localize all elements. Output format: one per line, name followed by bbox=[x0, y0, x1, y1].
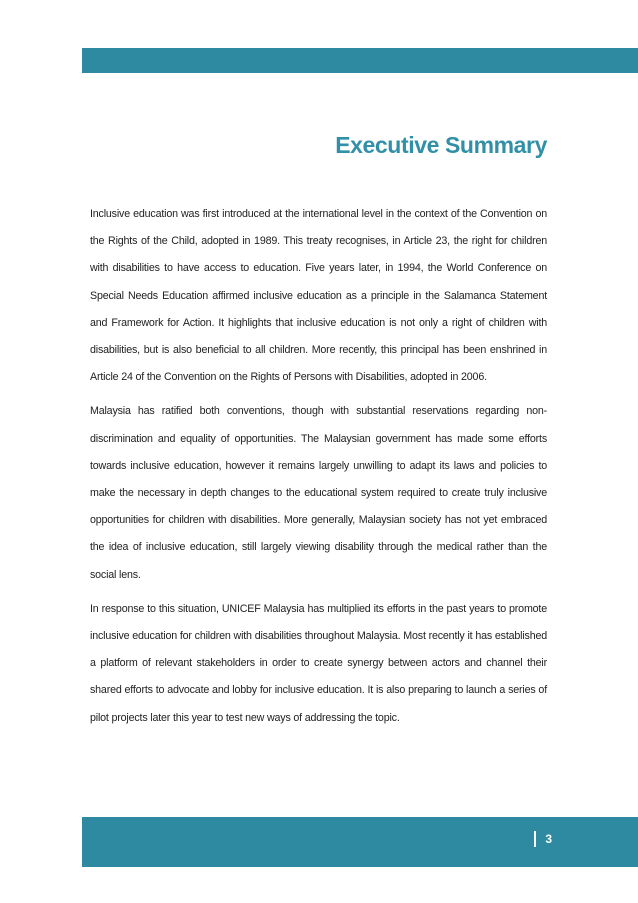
paragraph-3: In response to this situation, UNICEF Malaysia has multiplied its efforts in the past years to promote inclusive education for children with disabilities throughout Malaysia. Most recently it has established a platform of relevant stakeholders in order to create synergy between actors and channel their shared efforts to advocate and lobby for inclusive education. It is also preparing to launch a series of pilot projects later this year to test new ways of addressing the topic. bbox=[90, 602, 547, 724]
document-body bbox=[90, 201, 547, 739]
page-number-area bbox=[534, 831, 552, 847]
header-color-bar bbox=[82, 48, 638, 73]
page-separator-icon bbox=[534, 831, 536, 847]
paragraph-1: Inclusive education was first introduced at the international level in the context of the Convention on the Rights of the Child, adopted in 1989. This treaty recognises, in Article 23, the right for children with disabilities to have access to education. Five years later, in 1994, the World Conference on Special Needs Education affirmed inclusive education as a principle in the Salamanca Statement and Framework for Action. It highlights that inclusive education is not only a right of children with disabilities, but is also beneficial to all children. More recently, this principal has been enshrined in Article 24 of the Convention on the Rights of Persons with Disabilities, adopted in 2006. bbox=[90, 208, 547, 384]
paragraph-2: Malaysia has ratified both conventions, though with substantial reservations regarding non-discrimination and equality of opportunities. The Malaysian government has made some efforts towards inclusive education, however it remains largely unwilling to adapt its laws and policies to make the necessary in depth changes to the educational system required to create truly inclusive opportunities for children with disabilities. More generally, Malaysian society has not yet embraced the idea of inclusive education, still largely viewing disability through the medical rather than the social lens. bbox=[90, 405, 547, 581]
page-title: Executive Summary bbox=[335, 132, 547, 158]
page-number: 3 bbox=[545, 832, 552, 846]
footer-color-bar bbox=[82, 817, 638, 867]
